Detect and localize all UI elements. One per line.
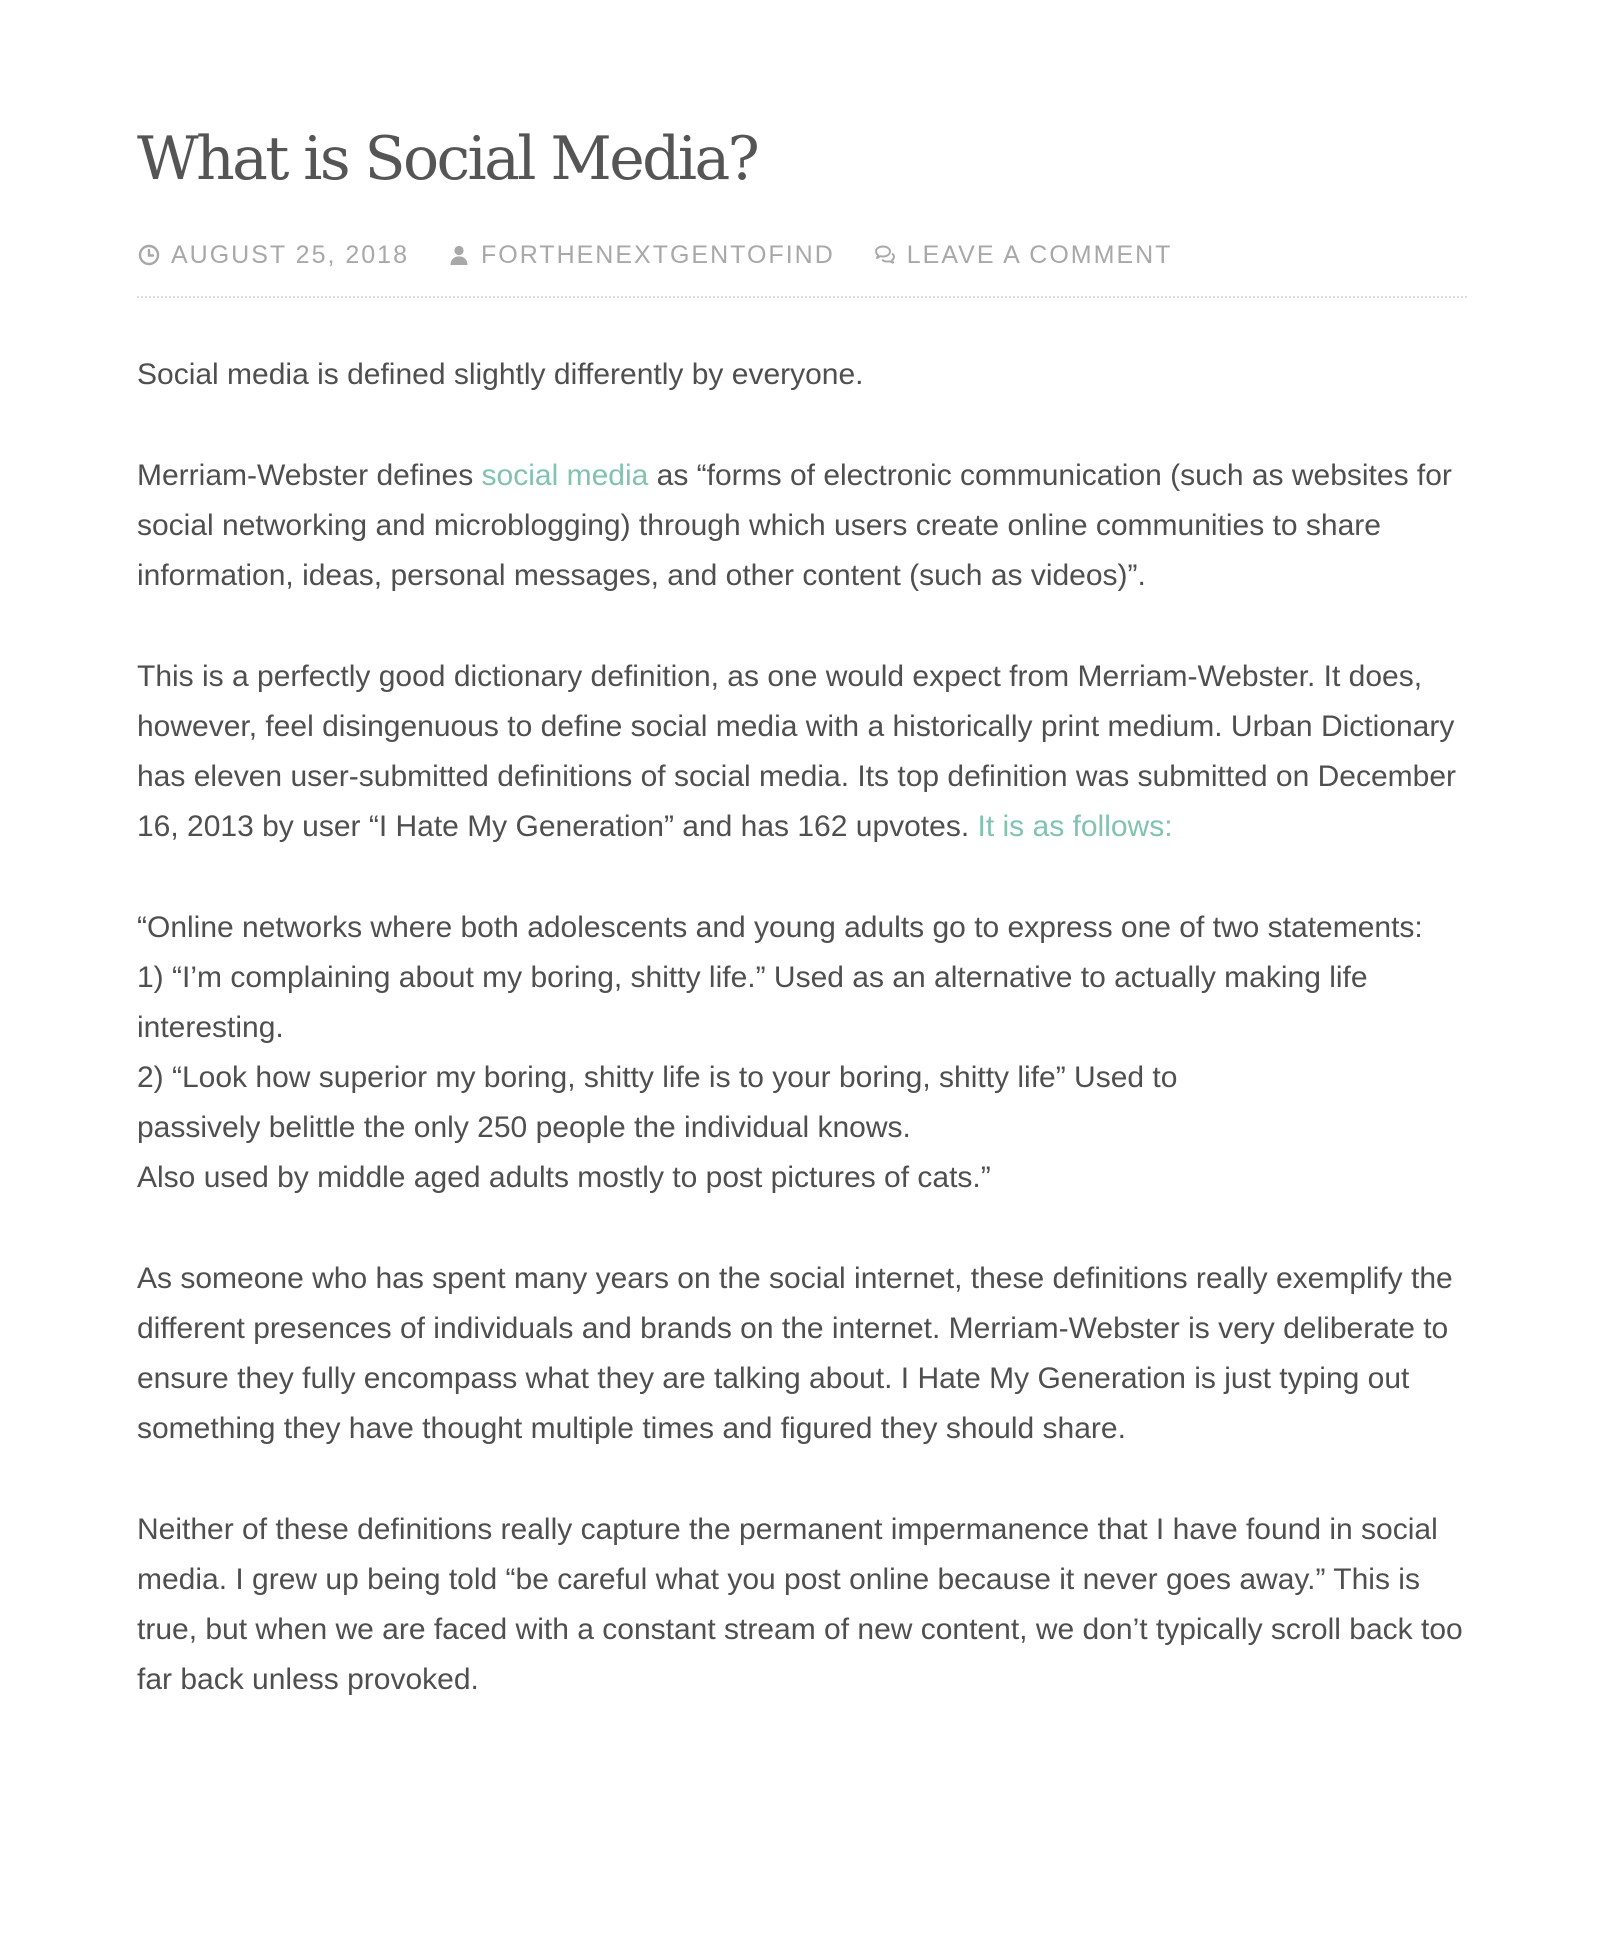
- post-meta: [137, 240, 1467, 298]
- quote-line: 1) “I’m complaining about my boring, shitty life.” Used as an alternative to actually making life interesting.: [137, 961, 1368, 1044]
- comments-icon: [873, 243, 897, 267]
- quote-line: passively belittle the only 250 people the individual knows.: [137, 1111, 911, 1144]
- paragraph-impermanence: Neither of these definitions really capture the permanent impermanence that I have found in social media. I grew up being told “be careful what you post online because it never goes away.” This is true, but when we are faced with a constant stream of new content, we don’t typically scroll back too far back unless provoked.: [137, 1513, 1463, 1696]
- user-icon: [447, 243, 471, 267]
- social-media-definition-link[interactable]: social media: [481, 459, 649, 492]
- paragraph-text: as “forms of electronic communication (such as websites for social networking and microblogging) through which users create online communities to share information, ideas, personal messages, and other content (such as videos)”.: [137, 459, 1452, 592]
- quote-line: Also used by middle aged adults mostly to post pictures of cats.”: [137, 1161, 991, 1194]
- leave-comment-label: LEAVE A COMMENT: [906, 241, 1173, 269]
- quote-line: “Online networks where both adolescents and young adults go to express one of two statements:: [137, 911, 1423, 944]
- quote-line: 2) “Look how superior my boring, shitty life is to your boring, shitty life” Used to: [137, 1061, 1178, 1094]
- clock-icon: [137, 243, 161, 267]
- paragraph-merriam-webster: [137, 451, 1467, 601]
- blog-post: [137, 118, 1467, 1696]
- urban-dictionary-link[interactable]: It is as follows:: [977, 810, 1173, 843]
- post-author: FORTHENEXTGENTOFIND: [480, 241, 835, 269]
- post-title: What is Social Media?: [137, 124, 758, 194]
- post-date: AUGUST 25, 2018: [171, 241, 409, 269]
- leave-comment-link[interactable]: [873, 240, 1173, 270]
- quoted-definition: [137, 903, 1467, 1203]
- paragraph-intro: Social media is defined slightly differently by everyone.: [137, 358, 864, 391]
- paragraph-text: This is a perfectly good dictionary definition, as one would expect from Merriam-Webster. It does, however, feel disingenuous to define social media with a historically print medium. Urban Dictionary has eleven user-submitted definitions of social media. Its top definition was submitted on December 16, 2013 by user “I Hate My Generation” and has 162 upvotes.: [137, 660, 1457, 843]
- paragraph-text: Merriam-Webster defines: [137, 459, 482, 492]
- post-author-link[interactable]: [447, 240, 835, 270]
- post-content: [137, 350, 1467, 1756]
- paragraph-urban-dictionary: [137, 652, 1467, 852]
- paragraph-reflection: As someone who has spent many years on the social internet, these definitions really exemplify the different presences of individuals and brands on the internet. Merriam-Webster is very deliberate to ensure they fully encompass what they are talking about. I Hate My Generation is just typing out something they have thought multiple times and figured they should share.: [137, 1262, 1453, 1445]
- post-date-link[interactable]: [137, 240, 409, 270]
